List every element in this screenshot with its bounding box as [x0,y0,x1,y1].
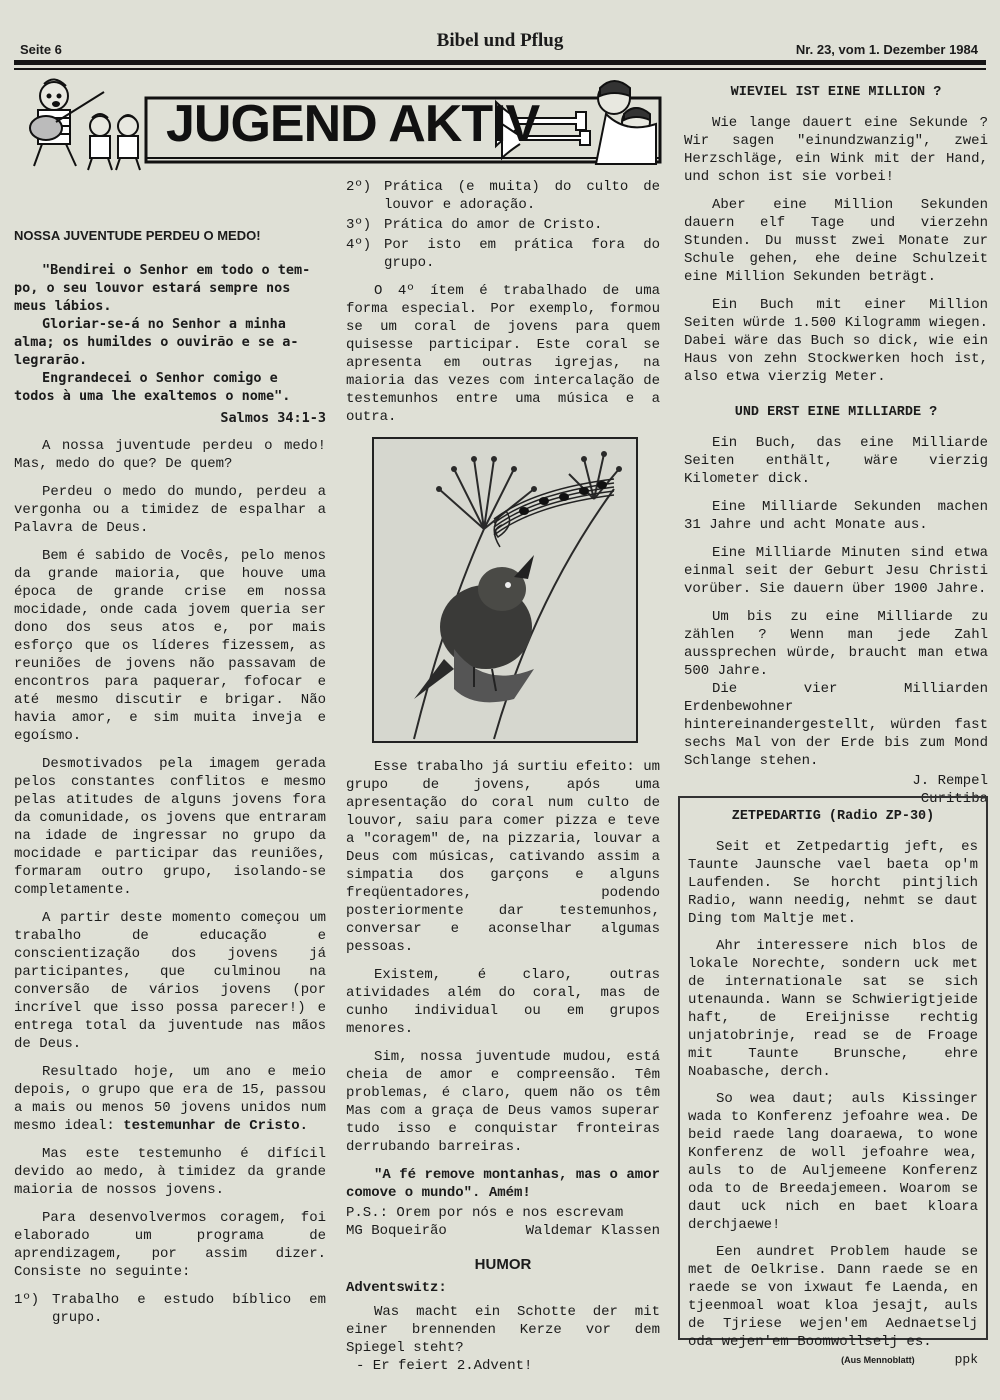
verse-line: Gloriar-se-á no Senhor a minha [42,316,286,332]
bird-photo [372,437,638,743]
header-rule-thin [14,68,986,70]
list-text: Prática do amor de Cristo. [384,217,603,233]
verse-reference: Salmos 34:1-3 [220,410,326,426]
list-text: Trabalho e estudo bíblico em grupo. [52,1292,326,1326]
paragraph: Wie lange dauert eine Sekunde ? Wir sagen "einundzwanzig", zwei Herzschläge, ein Wink mit der Hand, und schon ist sie vorbei! [684,115,988,185]
million-title: WIEVIEL IST EINE MILLION ? [730,85,942,100]
jugend-aktiv-banner [16,74,662,174]
list-number: 4º) [346,237,372,253]
box-title: ZETPEDARTIG (Radio ZP-30) [731,809,935,824]
verse-line: po, o seu louvor estará sempre nos [14,280,291,296]
bible-verse [14,261,326,405]
paragraph: Desmotivados pela imagem gerada pelos constantes conflitos e mesmo pelas atitudes de alguns jovens fora da comunidade, os jovens que entraram na idade de ingressar no grupo da mocidade e participar das reuniões, formaram outro grupo, isolando-se completamente. [14,756,326,898]
paragraph: Perdeu o medo do mundo, perdeu a vergonha ou a timidez de espalhar a Palavra de Deus. [14,484,326,536]
issue-date: Nr. 23, vom 1. Dezember 1984 [795,42,978,57]
paragraph: A partir deste momento começou um trabalho de educação e conscientização dos jovens já participantes, que culminou na conversão de vários jovens (por incrível que isso possa parecer!) e entrega total da juventude nas mãos de Deus. [14,910,326,1052]
joke-text: Was macht ein Schotte der mit einer brennenden Kerze vor dem Spiegel steht? [346,1304,660,1356]
list-number: 1º) [14,1292,40,1308]
paragraph: Een aundret Problem haude se met de Oelkrise. Dann raede se en raede se von ixwaut fe Laenda, en tjeenmoal woat kloa jesajt, auls de Tjriese wejen'em Aednaetselj oda wejen'em Boomwollselj es. [688,1244,978,1350]
children-icon [88,114,140,170]
article-column-2 [346,178,660,1385]
publication-title: Bibel und Pflug [436,30,564,51]
result-text: Resultado hoje, um ano e meio depois, o grupo que era de 15, passou a mais ou menos 50 jovens unidos num mesmo ideal: [14,1064,326,1134]
page-number: Seite 6 [20,42,62,57]
humor-subtitle: Adventswitz: [346,1280,447,1296]
banner-title: JUGEND AKTIV [166,95,540,153]
paragraph: Sim, nossa juventude mudou, está cheia de amor e compreensão. Têm problemas, é claro, quem não os têm Mas com a graça de Deus vamos superar tudo isso e conquistar fronteiras derrubando barreiras. [346,1049,660,1155]
list-text: Prática (e muita) do culto de louvor e adoração. [384,179,660,213]
signature-place: MG Boqueirão [346,1223,447,1239]
article-column-3 [684,84,988,808]
box-footer [688,1351,978,1369]
paragraph: Esse trabalho já surtiu efeito: um grupo de jovens, após uma apresentação do coral num culto de louvor, saiu para comer pizza e teve a "coragem" de, na pizzaria, louvar a Deus com músicas, cativando assim a simpatia dos garçons e alguns freqüentadores, podendo posteriormente dar testemunhos, conversar e aconselhar algumas pessoas. [346,759,660,955]
signature-name: Waldemar Klassen [525,1223,660,1239]
paragraph: Ein Buch mit einer Million Seiten würde 1.500 Kilogramm wiegen. Dabei wäre das Buch so dick, wie ein Haus von zehn Stockwerken hoch ist, also etwa vierzig Meter. [684,297,988,385]
paragraph: Mas este testemunho é difícil devido ao medo, à timidez da grande maioria de nossos jovens. [14,1146,326,1198]
zetpedartig-box [678,796,988,1367]
verse-line: todos à uma lhe exaltemos o nome". [14,388,291,404]
verse-line: legrarão. [14,352,88,368]
paragraph: Seit et Zetpedartig jeft, es Taunte Jaunsche vael baeta op'm Laufenden. Se horcht pintjlich Radio, wann needig, nehmt se daut Ding tom Maltje met. [688,839,978,927]
paragraph: Bem é sabido de Vocês, pelo menos da grande maioria, que houve uma época de grande crise em nossa mocidade, onde cada jovem queria ser dono dos seus atos e, por mais esforço que os líderes fizessem, as reuniões de jovens não passavam de encontros para paquerar, fofocar e até mesmo discutir e brigar. Não havia amor, e sim muita inveja e egoísmo. [14,548,326,744]
paragraph: So wea daut; auls Kissinger wada to Konferenz jefoahre wea. De beid raede lang doaraewa, to wone Konferenz de woll jefoahre wea, auls to de Auljemeene Konferenz oda to de Breedajemeen. Woarom se daut uck nich en baet kloara derchjaewe! [688,1091,978,1233]
program-list-item [346,236,660,272]
closing-quote: "A fé remove montanhas, mas o amor comove o mundo". Amém! [346,1167,660,1201]
paragraph: Ein Buch, das eine Milliarde Seiten enthält, wäre vierzig Kilometer dick. [684,435,988,487]
paragraph: Para desenvolvermos coragem, foi elaborado um programa de aprendizagem, por assim dizer. Consiste no seguinte: [14,1210,326,1280]
singing-bird-icon [374,439,636,741]
paragraph: Eine Milliarde Sekunden machen 31 Jahre und acht Monate aus. [684,499,988,533]
joke-answer: - Er feiert 2.Advent! [356,1358,533,1374]
paragraph: Die vier Milliarden Erdenbewohner hintereinandergestellt, würden fast sechs Mal von der Erde bis zum Mond Schlange stehen. [684,681,988,769]
milliarde-title: UND ERST EINE MILLIARDE ? [734,405,938,420]
program-list-item [14,1291,326,1327]
paragraph: Um bis zu eine Milliarde zu zählen ? Wenn man jede Zahl aussprechen würde, braucht man etwa 500 Jahre. [684,609,988,679]
verse-line: Engrandecei o Senhor comigo e [42,370,278,386]
signature-name: J. Rempel [912,773,988,789]
article-column-1 [14,228,326,1329]
signature-row [346,1222,660,1240]
verse-line: alma; os humildes o ouvirão e se a- [14,334,299,350]
list-number: 2º) [346,179,372,195]
box-source: (Aus Mennoblatt) [841,1355,915,1365]
paragraph: Ahr interessere nich blos de lokale Norechte, sondern uck met de internationale sat se sich utenaunda. Wann se Schwierigtjeide haft, de Ereijnisse rechtig unjatobrinje, read se de Froage mit Taunte Brunsche, ehre Noabasche, derch. [688,938,978,1080]
list-number: 3º) [346,217,372,233]
paragraph-result [14,1063,326,1135]
program-list-item [346,216,660,234]
paragraph: Aber eine Million Sekunden dauern elf Tage und vierzehn Stunden. Du musst zwei Monate zur Schule gehen, ehe deine Schulzeit eine Million Sekunden beträgt. [684,197,988,285]
paragraph: Eine Milliarde Minuten sind etwa einmal seit der Geburt Jesu Christi vorüber. Sie dauern über 1900 Jahre. [684,545,988,597]
list-text: Por isto em prática fora do grupo. [384,237,660,271]
paragraph: O 4º ítem é trabalhado de uma forma especial. Por exemplo, formou se um coral de jovens para quem quisesse participar. Este coral se apresenta em outras igrejas, na maioria das vezes com intercalação de testemunhos entre uma música e a outra. [346,283,660,425]
verse-line: meus lábios. [14,298,112,314]
box-signature: ppk [954,1352,978,1367]
paragraph: A nossa juventude perdeu o medo! Mas, medo do que? De quem? [14,438,326,472]
header-rule-thick [14,60,986,65]
result-emphasis: testemunhar de Cristo. [123,1118,309,1134]
postscript: P.S.: Orem por nós e nos escrevam [346,1205,624,1221]
program-list-item [346,178,660,214]
verse-line: "Bendirei o Senhor em todo o tem- [42,262,311,278]
humor-title: HUMOR [474,1256,532,1273]
article-headline: NOSSA JUVENTUDE PERDEU O MEDO! [14,228,261,243]
paragraph: Existem, é claro, outras atividades além do coral, mas de cunho individual ou em grupos menores. [346,967,660,1037]
signature-place: Curitiba [920,791,988,807]
